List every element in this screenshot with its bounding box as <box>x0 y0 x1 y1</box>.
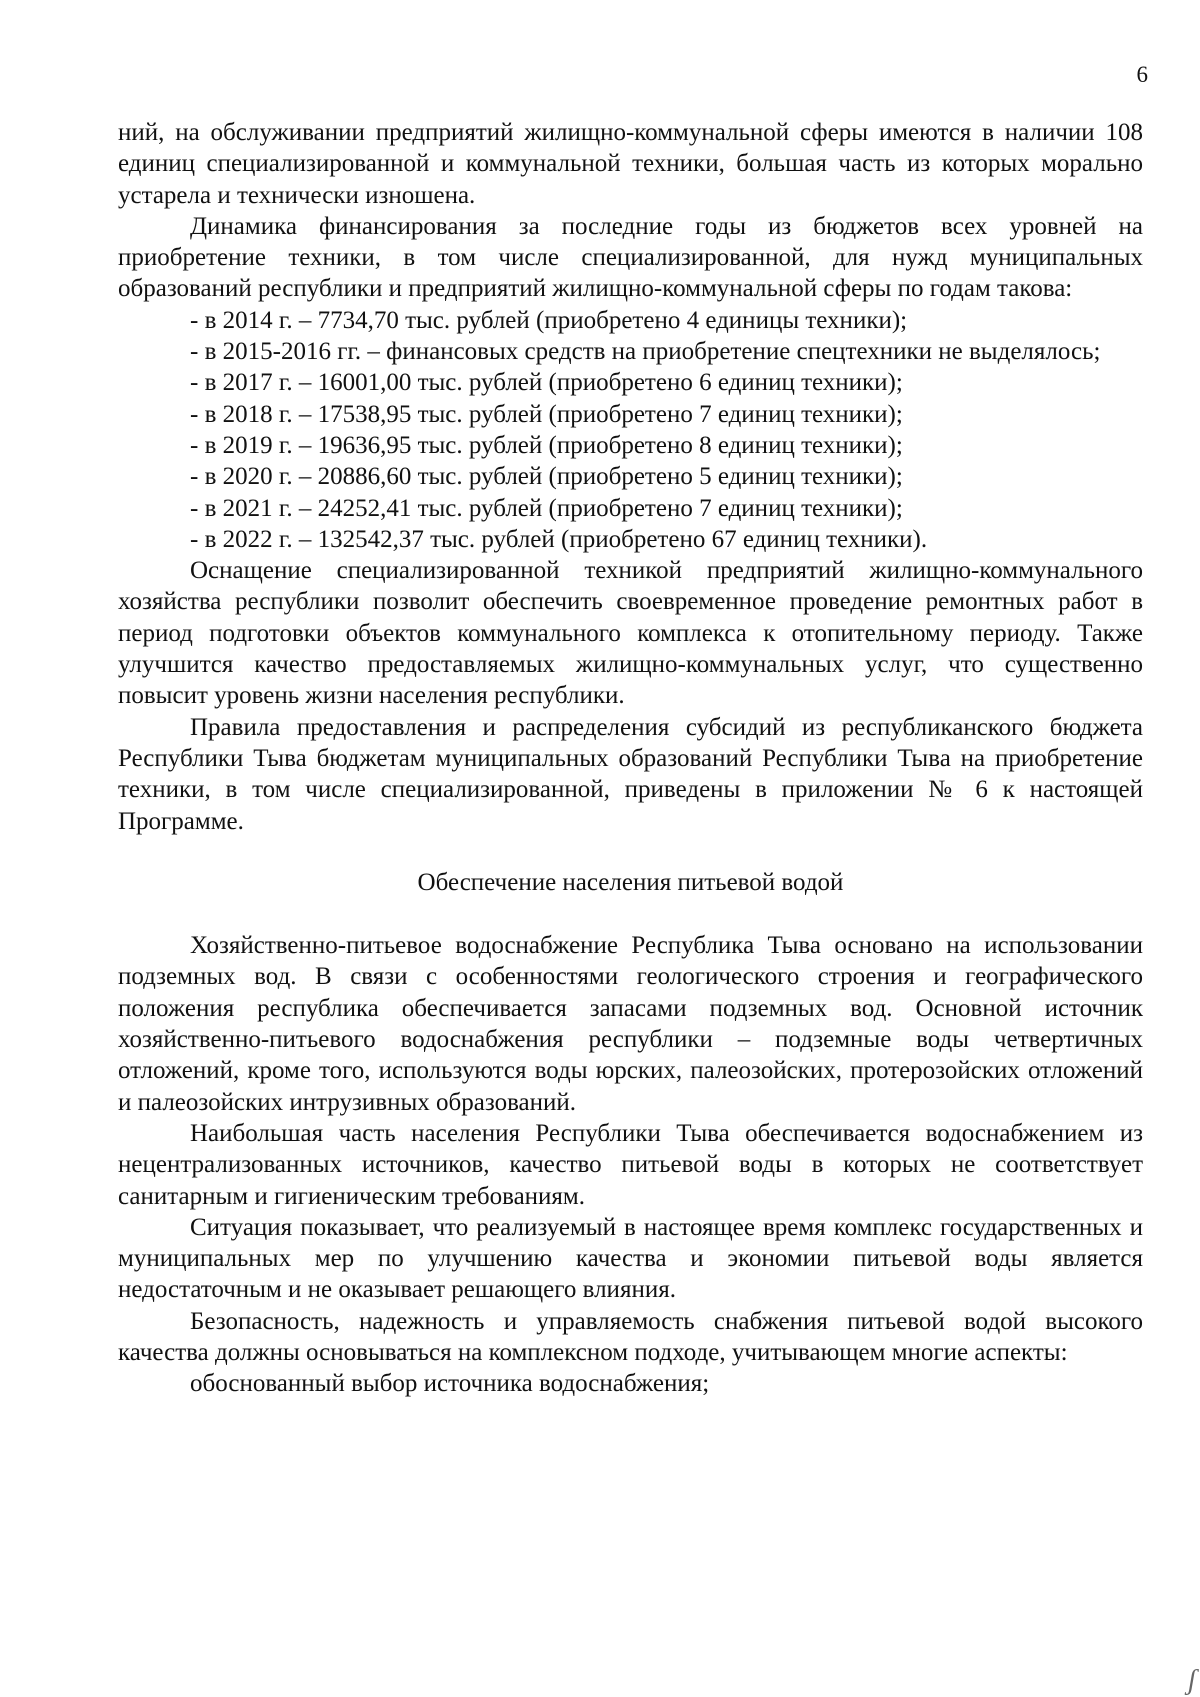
paragraph-water-supply: Хозяйственно-питьевое водоснабжение Республика Тыва основано на использовании подземных вод. В связи с особенностями геологического строения и географического положения республика обеспечивается запасами подземных вод. Основной источник хозяйственно-питьевого водоснабжения республики – подземные воды четвертичных отложений, кроме того, используются воды юрских, палеозойских, протерозойских отложений и палеозойских интрузивных образований. <box>118 932 1143 1116</box>
funding-list <box>118 305 1143 555</box>
paragraph-funding-intro: Динамика финансирования за последние годы из бюджетов всех уровней на приобретение техники, в том числе специализированной, для нужд муниципальных образований республики и предприятий жилищно-коммунальной сферы по годам такова: <box>118 212 1143 303</box>
paragraph-rules: Правила предоставления и распределения субсидий из республиканского бюджета Республики Тыва бюджетам муниципальных образований Республики Тыва на приобретение техники, в том числе специализированной, приведены в приложении № 6 к настоящей Программе. <box>118 713 1143 835</box>
document-body <box>118 117 1143 1400</box>
paragraph-decentralized: Наибольшая часть населения Республики Тыва обеспечивается водоснабжением из нецентрализованных источников, качество питьевой воды в которых не соответствует санитарным и гигиеническим требованиям. <box>118 1119 1143 1210</box>
list-item: - в 2014 г. – 7734,70 тыс. рублей (приобретено 4 единицы техники); <box>190 306 908 334</box>
list-item: - в 2017 г. – 16001,00 тыс. рублей (приобретено 6 единиц техники); <box>190 369 903 397</box>
scan-corner-mark: ʃ <box>1187 1665 1196 1696</box>
paragraph-situation: Ситуация показывает, что реализуемый в настоящее время комплекс государственных и муниципальных мер по улучшению качества и экономии питьевой воды является недостаточным и не оказывает решающего влияния. <box>118 1213 1143 1304</box>
list-item: - в 2022 г. – 132542,37 тыс. рублей (приобретено 67 единиц техники). <box>190 525 928 553</box>
list-item: - в 2020 г. – 20886,60 тыс. рублей (приобретено 5 единиц техники); <box>190 463 903 491</box>
list-item: - в 2021 г. – 24252,41 тыс. рублей (приобретено 7 единиц техники); <box>190 494 903 522</box>
paragraph-continuation: ний, на обслуживании предприятий жилищно-коммунальной сферы имеются в наличии 108 единиц специализированной и коммунальной техники, большая часть из которых морально устарела и технически изношена. <box>118 119 1143 209</box>
list-item: - в 2019 г. – 19636,95 тыс. рублей (приобретено 8 единиц техники); <box>190 431 903 459</box>
paragraph-safety: Безопасность, надежность и управляемость снабжения питьевой водой высокого качества должны основываться на комплексном подходе, учитывающем многие аспекты: <box>118 1307 1143 1366</box>
list-item: - в 2015-2016 гг. – финансовых средств на приобретение спецтехники не выделялось; <box>190 338 1101 366</box>
paragraph-equipment: Оснащение специализированной техникой предприятий жилищно-коммунального хозяйства республики позволит обеспечить своевременное проведение ремонтных работ в период подготовки объектов коммунального комплекса к отопительному периоду. Также улучшится качество предоставляемых жилищно-коммунальных услуг, что существенно повысит уровень жизни населения республики. <box>118 557 1143 710</box>
page-number: 6 <box>1136 62 1148 87</box>
list-item: - в 2018 г. – 17538,95 тыс. рублей (приобретено 7 единиц техники); <box>190 400 903 428</box>
paragraph-aspect-1: обоснованный выбор источника водоснабжения; <box>190 1370 710 1398</box>
section-heading: Обеспечение населения питьевой водой <box>417 868 844 896</box>
